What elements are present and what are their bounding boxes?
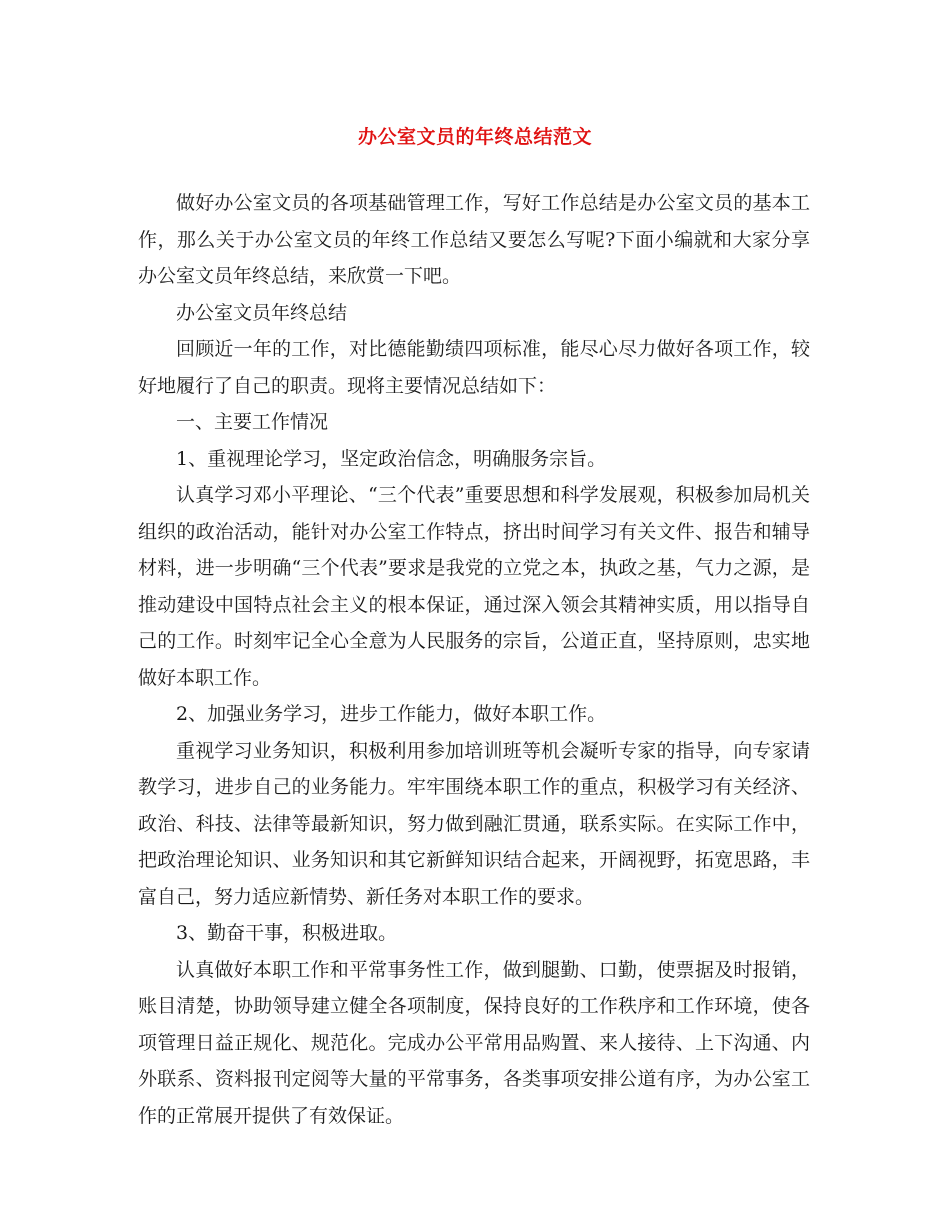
paragraph-intro: 做好办公室文员的各项基础管理工作，写好工作总结是办公室文员的基本工作，那么关于办公室文员的年终工作总结又要怎么写呢?下面小编就和大家分享办公室文员年终总结，来欣赏一下吧。 <box>138 192 810 287</box>
paragraph-item-1: 认真学习邓小平理论、“三个代表”重要思想和科学发展观，积极参加局机关组织的政治活动，能针对办公室工作特点，挤出时间学习有关文件、报告和辅导材料，进一步明确“三个代表”要求是我党的立党之本，执政之基，气力之源，是推动建设中国特点社会主义的根本保证，通过深入领会其精神实质，用以指导自己的工作。时刻牢记全心全意为人民服务的宗旨，公道正直，坚持原则，忠实地做好本职工作。 <box>138 484 810 689</box>
paragraph-item-2: 重视学习业务知识，积极利用参加培训班等机会凝听专家的指导，向专家请教学习，进步自己的业务能力。牢牢围绕本职工作的重点，积极学习有关经济、政治、科技、法律等最新知识，努力做到融汇贯通，联系实际。在实际工作中，把政治理论知识、业务知识和其它新鲜知识结合起来，开阔视野，拓宽思路，丰富自己，努力适应新情势、新任务对本职工作的要求。 <box>138 739 810 908</box>
document-body <box>138 185 810 1134</box>
paragraph-item-3: 认真做好本职工作和平常事务性工作，做到腿勤、口勤，使票据及时报销，账目清楚，协助领导建立健全各项制度，保持良好的工作秩序和工作环境，使各项管理日益正规化、规范化。完成办公平常用品购置、来人接待、上下沟通、内外联系、资料报刊定阅等大量的平常事务，各类事项安排公道有序，为办公室工作的正常展开提供了有效保证。 <box>138 958 810 1127</box>
item-heading-2: 2、加强业务学习，进步工作能力，做好本职工作。 <box>176 703 607 725</box>
paragraph-review: 回顾近一年的工作，对比德能勤绩四项标准，能尽心尽力做好各项工作，较好地履行了自己的职责。现将主要情况总结如下： <box>138 338 810 397</box>
section-heading-main-work: 一、主要工作情况 <box>176 411 329 433</box>
item-heading-3: 3、勤奋干事，积极进取。 <box>176 922 398 944</box>
item-heading-1: 1、重视理论学习，坚定政治信念，明确服务宗旨。 <box>176 447 607 470</box>
paragraph-subtitle: 办公室文员年终总结 <box>176 301 348 324</box>
document-title: 办公室文员的年终总结范文 <box>357 126 592 148</box>
